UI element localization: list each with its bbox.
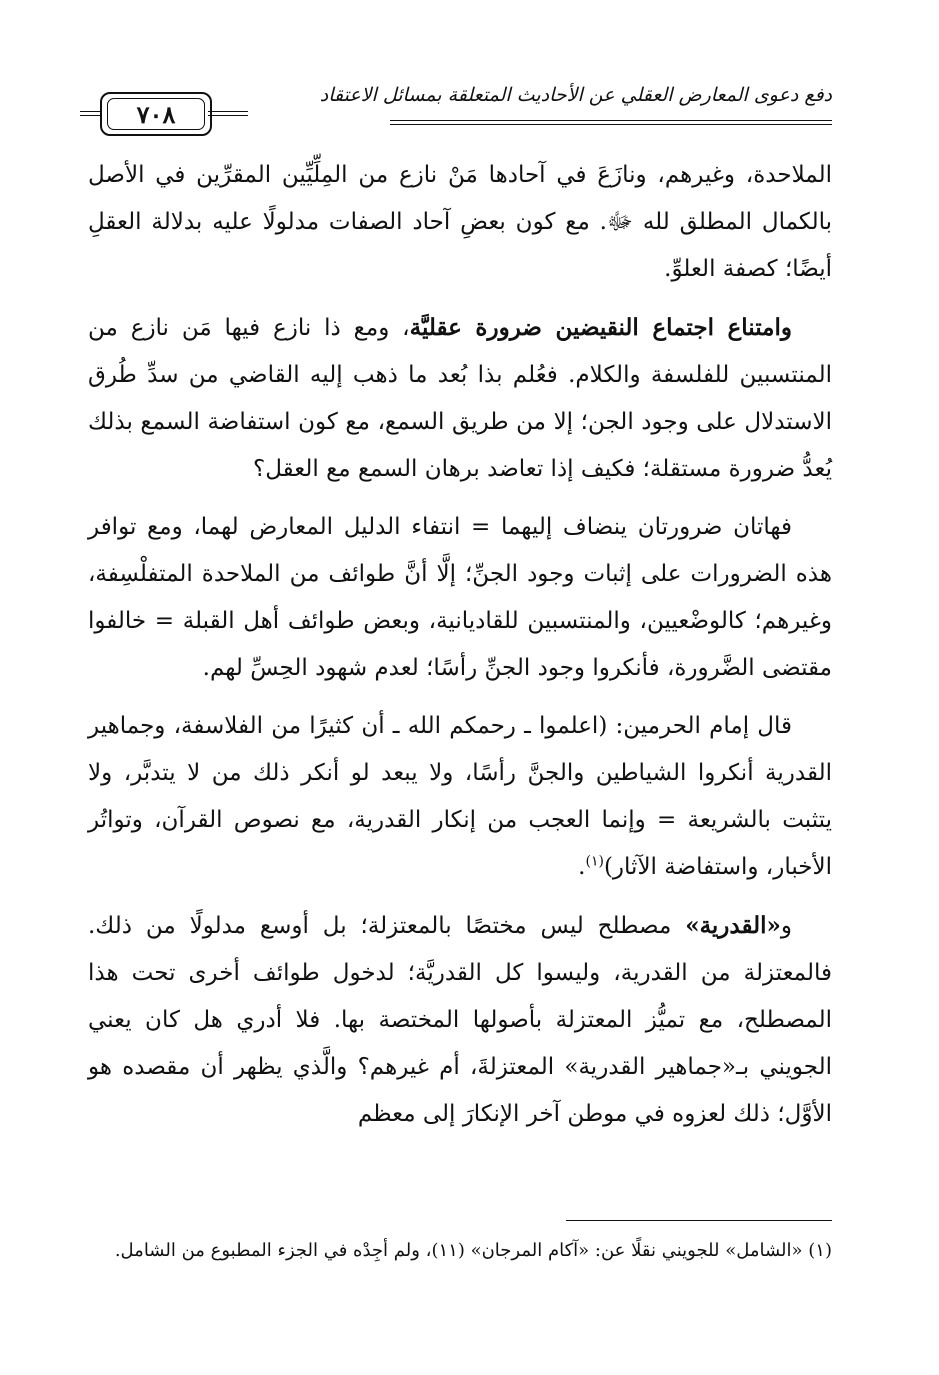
page-number: ٧٠٨	[107, 98, 205, 130]
page-number-frame	[100, 92, 212, 136]
header-rule	[390, 124, 832, 125]
paragraph-1	[88, 152, 832, 293]
body-text	[88, 152, 832, 1149]
bold-phrase: وامتناع اجتماع النقيضين ضرورة عقليَّة	[409, 314, 792, 341]
paragraph-2	[88, 304, 832, 493]
page-header	[86, 78, 832, 148]
running-title: دفع دعوى المعارض العقلي عن الأحاديث المتعلقة بمسائل الاعتقاد	[319, 84, 832, 106]
footnote-text: (١) «الشامل» للجويني نقلًا عن: «آكام المرجان» (١١)، ولم أجِدْه في الجزء المطبوع من الشامل.	[114, 1240, 832, 1261]
header-rule	[80, 115, 100, 116]
header-rule	[208, 115, 248, 116]
header-rule	[208, 111, 248, 112]
footnote-separator	[566, 1220, 832, 1221]
paragraph-4-quote	[88, 703, 832, 891]
header-rule	[390, 120, 832, 121]
paragraph-text: فهاتان ضرورتان ينضاف إليهما = انتفاء الدليل المعارض لهما، ومع توافر هذه الضرورات على إثبات وجود الجنِّ؛ إلَّا أنَّ طوائف من الملاحدة المتفلْسِفة، وغيرهم؛ كالوضْعيين، والمنتسبين للقاديانية، وبعض طوائف أهل القبلة = خالفوا مقتضى الضَّرورة، فأنكروا وجود الجنِّ رأسًا؛ لعدم شهود الحِسِّ لهم.	[88, 514, 832, 681]
paragraph-text: الملاحدة، وغيرهم، ونازَعَ في آحادها مَنْ نازع من المِلِّيِّين المقرِّين في الأصل بالكمال المطلق لله ﷻ. مع كون بعضِ آحاد الصفات مدلولًا عليه بدلالة العقلِ أيضًا؛ كصفة العلوِّ.	[88, 162, 832, 282]
bold-term: «القدرية»	[685, 912, 781, 939]
header-rule	[80, 111, 100, 112]
paragraph-3	[88, 504, 832, 692]
paragraph-5	[88, 902, 832, 1138]
footnote	[88, 1233, 832, 1269]
paragraph-text: قال إمام الحرمين: (اعلموا ـ رحمكم الله ـ أن كثيرًا من الفلاسفة، وجماهير القدرية أنكروا الشياطين والجنَّ رأسًا، ولا يبعد لو أنكر ذلك من لا يتدبَّر، ولا يتثبت بالشريعة = وإنما العجب من إنكار القدرية، مع نصوص القرآن، وتواتُر الأخبار، واستفاضة الآثار)	[88, 713, 832, 880]
paragraph-text: ، ومع ذا نازع فيها مَن نازع من المنتسبين للفلسفة والكلام. فعُلم بذا بُعد ما ذهب إليه القاضي من سدِّ طُرق الاستدلال على وجود الجن؛ إلا من طريق السمع، مع كون استفاضة السمع بذلك يُعدُّ ضرورة مستقلة؛ فكيف إذا تعاضد برهان السمع مع العقل؟	[88, 315, 832, 482]
paragraph-tail: .	[578, 854, 586, 880]
paragraph-text: مصطلح ليس مختصًا بالمعتزلة؛ بل أوسع مدلولًا من ذلك. فالمعتزلة من القدرية، وليسوا كل القدريَّة؛ لدخول طوائف أخرى تحت هذا المصطلح، مع تميُّز المعتزلة بأصولها المختصة بها. فلا أدري هل كان يعني الجويني بـ«جماهير القدرية» المعتزلةَ، أم غيرهم؟ والَّذي يظهر أن مقصده هو الأوَّل؛ ذلك لعزوه في موطن آخر الإنكارَ إلى معظم	[88, 913, 832, 1127]
footnote-reference[interactable]: (١)	[585, 853, 604, 870]
paragraph-prefix: و	[780, 913, 792, 939]
